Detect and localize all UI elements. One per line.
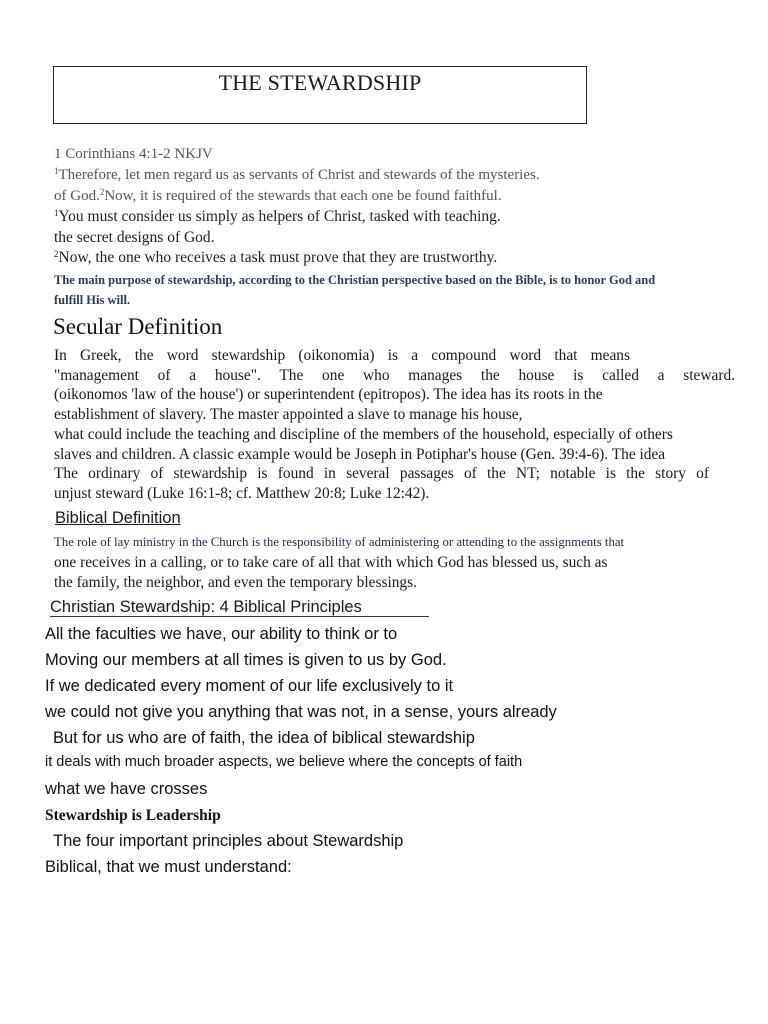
- verse-number: 2: [99, 187, 105, 197]
- paragraph-line: The ordinary of stewardship is found in several passages of the NT; notable is the story of: [54, 465, 709, 483]
- principle-line: The four important principles about Stewardship: [53, 832, 404, 850]
- verse-line: the secret designs of God.: [54, 229, 215, 246]
- verse-text: of God.: [54, 188, 100, 204]
- verse-text: Now, the one who receives a task must prove that they are trustworthy.: [58, 249, 498, 266]
- paragraph-line: In Greek, the word stewardship (oikonomia) is a compound word that means: [54, 347, 630, 364]
- verse-line: [54, 188, 502, 205]
- biblical-line: The role of lay ministry in the Church is the responsibility of administering or attending to the assignments that: [54, 535, 625, 549]
- paragraph-line: "management of a house". The one who manages the house is called a steward.: [54, 366, 735, 384]
- secular-heading: Secular Definition: [53, 314, 223, 339]
- paragraph-line: unjust steward (Luke 16:1-8; cf. Matthew 20:8; Luke 12:42).: [54, 484, 430, 502]
- biblical-heading: Biblical Definition: [55, 509, 181, 527]
- verse-line: [54, 208, 501, 226]
- purpose-line: The main purpose of stewardship, according to the Christian perspective based on the Bible, is to honor God and: [54, 273, 656, 287]
- purpose-line: fulfill His will.: [54, 293, 131, 307]
- principle-line: All the faculties we have, our ability to think or to: [45, 625, 398, 643]
- verse-line: [54, 167, 540, 184]
- title-box: [53, 66, 587, 124]
- verse-number: 1: [54, 166, 59, 176]
- verse-text: Now, it is required of the stewards that each one be found faithful.: [104, 188, 502, 204]
- principle-line: Biblical, that we must understand:: [45, 858, 292, 876]
- verse-text: Therefore, let men regard us as servants of Christ and stewards of the mysteries.: [58, 167, 540, 183]
- principles-heading: Christian Stewardship: 4 Biblical Principles: [50, 598, 362, 616]
- principle-line: what we have crosses: [45, 780, 208, 798]
- principle-line: it deals with much broader aspects, we believe where the concepts of faith: [45, 754, 523, 770]
- paragraph-line: slaves and children. A classic example would be Joseph in Potiphar's house (Gen. 39:4-6). The idea: [54, 445, 666, 463]
- principle-line: If we dedicated every moment of our life exclusively to it: [45, 677, 454, 695]
- leadership-heading: Stewardship is Leadership: [45, 807, 221, 824]
- heading-underline: [50, 616, 429, 617]
- paragraph-line: (oikonomos 'law of the house') or superintendent (epitropos). The idea has its roots in the: [54, 386, 603, 404]
- verse-line: [54, 249, 497, 267]
- paragraph-line: what could include the teaching and discipline of the members of the household, especially of others: [54, 425, 673, 443]
- principle-line: we could not give you anything that was not, in a sense, yours already: [45, 703, 557, 721]
- biblical-line: the family, the neighbor, and even the temporary blessings.: [54, 574, 417, 591]
- principle-line: Moving our members at all times is given to us by God.: [45, 651, 447, 669]
- verse-number: 1: [54, 208, 59, 218]
- scripture-reference: 1 Corinthians 4:1-2 NKJV: [54, 146, 213, 162]
- verse-number: 2: [54, 249, 59, 259]
- paragraph-line: establishment of slavery. The master appointed a slave to manage his house,: [54, 406, 523, 424]
- biblical-line: one receives in a calling, or to take care of all that with which God has blessed us, such as: [54, 554, 608, 571]
- page-title: THE STEWARDSHIP: [218, 70, 422, 95]
- verse-text: You must consider us simply as helpers of Christ, tasked with teaching.: [58, 208, 501, 225]
- secular-paragraph: [54, 346, 746, 504]
- principle-line: But for us who are of faith, the idea of biblical stewardship: [53, 729, 475, 747]
